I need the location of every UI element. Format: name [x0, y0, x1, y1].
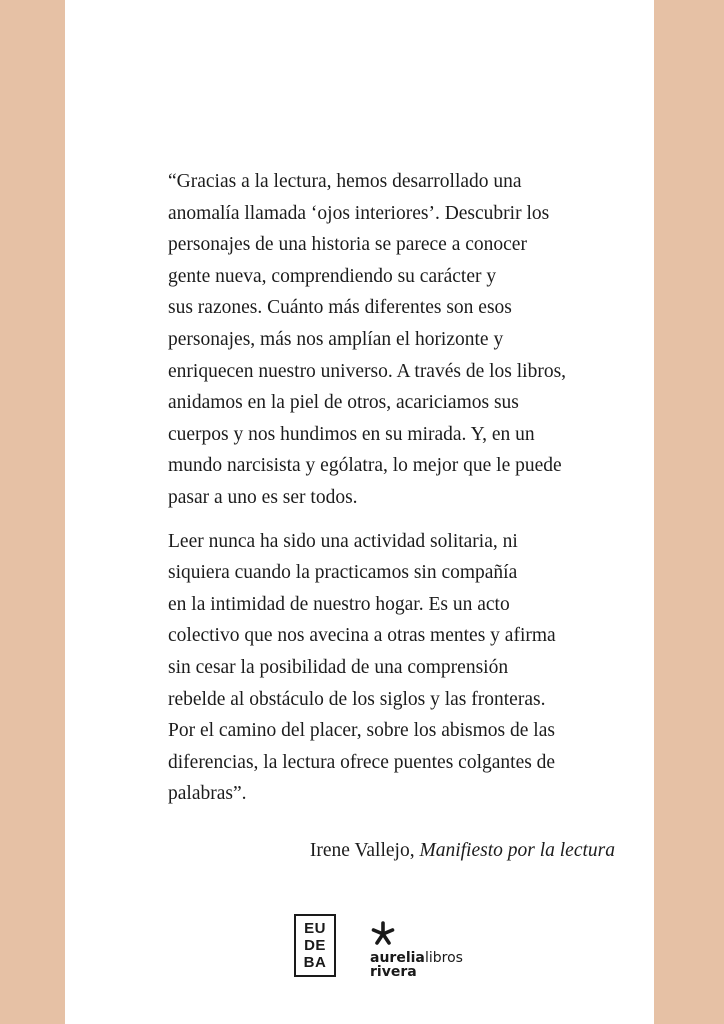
aurelia-word: aurelia [370, 950, 425, 966]
aurelia-rivera-logo [370, 920, 500, 980]
asterisk-icon [370, 920, 396, 946]
quote-line: sin cesar la posibilidad de una comprensión [168, 656, 509, 678]
quote-line: Por el camino del placer, sobre los abismos de las [168, 720, 555, 742]
quote-line: en la intimidad de nuestro hogar. Es un acto [168, 593, 510, 615]
work-title: Manifiesto por la lectura [419, 840, 615, 861]
rivera-word: rivera [370, 964, 417, 980]
eudeba-logo-line: DE [304, 937, 326, 954]
quote-line: cuerpos y nos hundimos en su mirada. Y, en un [168, 423, 535, 445]
author-name: Irene Vallejo, [309, 840, 415, 861]
quote-line: gente nueva, comprendiendo su carácter y [168, 265, 497, 287]
quote-paragraph-2 [168, 526, 628, 810]
quote-line: rebelde al obstáculo de los siglos y las fronteras. [168, 688, 546, 710]
quote-paragraph-1 [168, 166, 628, 514]
quote-line: personajes, más nos amplían el horizonte y [168, 328, 504, 350]
quote-line: anomalía llamada ‘ojos interiores’. Descubrir los [168, 202, 550, 224]
quote-line: colectivo que nos avecina a otras mentes y afirma [168, 625, 556, 647]
quote-line: siquiera cuando la practicamos sin compañía [168, 562, 518, 584]
quote-line: anidamos en la piel de otros, acariciamos sus [168, 392, 519, 414]
quote-line: mundo narcisista y ególatra, lo mejor que le puede [168, 455, 562, 477]
attribution [310, 840, 615, 862]
quote-line: palabras”. [168, 783, 247, 805]
quote-line: Leer nunca ha sido una actividad solitaria, ni [168, 530, 518, 552]
quote-line: pasar a uno es ser todos. [168, 486, 358, 508]
back-cover-page [65, 0, 654, 1024]
libros-word: libros [425, 950, 463, 966]
quote-line: diferencias, la lectura ofrece puentes colgantes de [168, 751, 556, 773]
eudeba-logo [294, 914, 336, 977]
quote-line: enriquecen nuestro universo. A través de los libros, [168, 360, 567, 382]
quote-block [168, 166, 628, 810]
publisher-logos [294, 914, 494, 980]
quote-line: personajes de una historia se parece a conocer [168, 234, 527, 256]
eudeba-logo-line: EU [304, 920, 326, 937]
quote-line: sus razones. Cuánto más diferentes son esos [168, 297, 512, 319]
eudeba-logo-line: BA [303, 954, 327, 971]
quote-line: “Gracias a la lectura, hemos desarrollado una [168, 171, 522, 192]
